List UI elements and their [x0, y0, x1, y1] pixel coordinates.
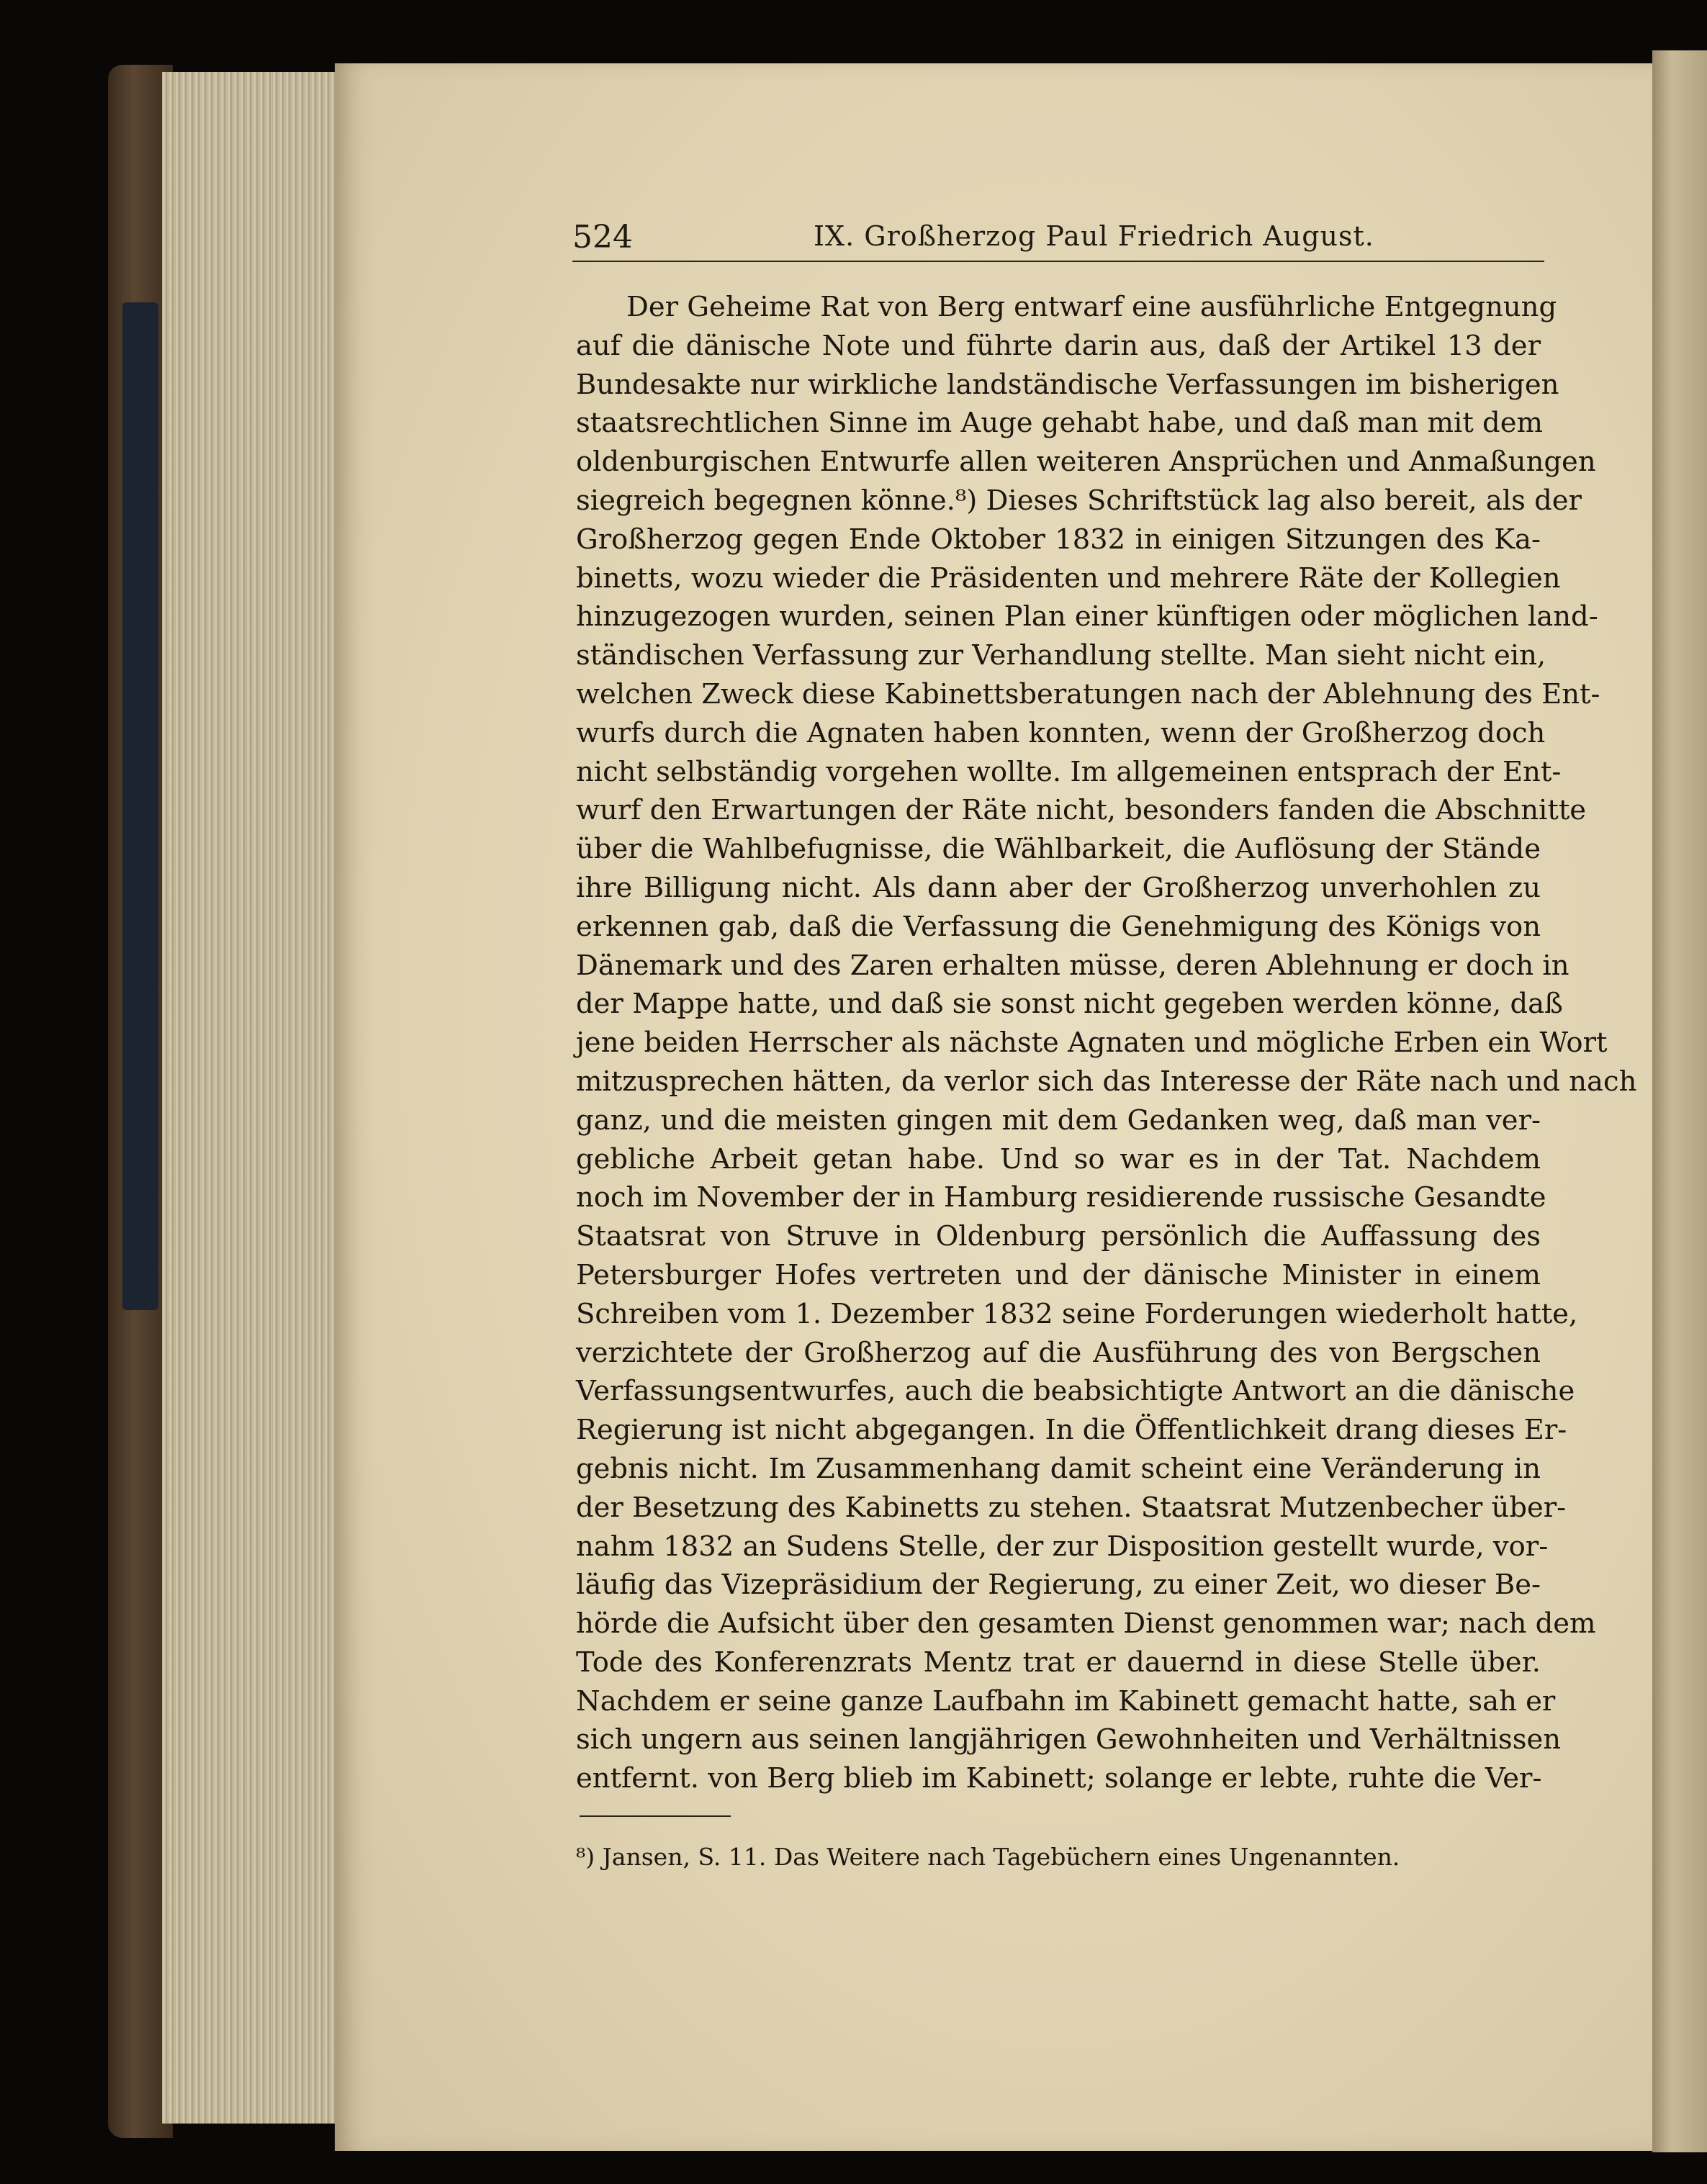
text-line: Tode des Konferenzrats Mentz trat er dauernd in diese Stelle über. — [576, 1646, 1541, 1679]
text-line: noch im November der in Hamburg residierende russische Gesandte — [576, 1181, 1546, 1214]
text-line: der Mappe hatte, und daß sie sonst nicht gegeben werden könne, daß — [576, 988, 1563, 1021]
page-edges — [162, 72, 340, 2124]
text-line: wurfs durch die Agnaten haben konnten, wenn der Großherzog doch — [576, 716, 1546, 749]
text-line: hinzugezogen wurden, seinen Plan einer künftigen oder möglichen land- — [576, 600, 1598, 633]
text-line: verzichtete der Großherzog auf die Ausführung des von Bergschen — [576, 1336, 1541, 1369]
text-line: hörde die Aufsicht über den gesamten Dienst genommen war; nach dem — [576, 1607, 1596, 1641]
text-line: Der Geheime Rat von Berg entwarf eine ausführliche Entgegnung — [626, 291, 1557, 323]
text-line: welchen Zweck diese Kabinettsberatungen nach der Ablehnung des Ent- — [576, 677, 1600, 710]
text-line: ständischen Verfassung zur Verhandlung stellte. Man sieht nicht ein, — [576, 639, 1546, 672]
footnote-rule — [580, 1815, 731, 1817]
text-line: ihre Billigung nicht. Als dann aber der Großherzog unverhohlen zu — [576, 871, 1541, 904]
text-line: Verfassungsentwurfes, auch die beabsichtigte Antwort an die dänische — [576, 1375, 1575, 1408]
text-line: gebliche Arbeit getan habe. Und so war es in der Tat. Nachdem — [576, 1142, 1541, 1176]
text-line: staatsrechtlichen Sinne im Auge gehabt habe, und daß man mit dem — [576, 407, 1543, 440]
text-line: ganz, und die meisten gingen mit dem Gedanken weg, daß man ver- — [576, 1104, 1541, 1137]
text-line: binetts, wozu wieder die Präsidenten und mehrere Räte der Kollegien — [576, 561, 1561, 595]
text-line: gebnis nicht. Im Zusammenhang damit scheint eine Veränderung in — [576, 1452, 1541, 1485]
text-line: Dänemark und des Zaren erhalten müsse, deren Ablehnung er doch in — [576, 949, 1569, 982]
text-line: läufig das Vizepräsidium der Regierung, zu einer Zeit, wo dieser Be- — [576, 1569, 1541, 1602]
text-line: Bundesakte nur wirkliche landständische Verfassungen im bisherigen — [576, 368, 1559, 401]
text-line: Großherzog gegen Ende Oktober 1832 in einigen Sitzungen des Ka- — [576, 523, 1541, 556]
footnote: ⁸) Jansen, S. 11. Das Weitere nach Tagebüchern eines Ungenannten. — [576, 1843, 1400, 1871]
text-line: nahm 1832 an Sudens Stelle, der zur Disposition gestellt wurde, vor- — [576, 1530, 1549, 1563]
text-line: erkennen gab, daß die Verfassung die Genehmigung des Königs von — [576, 910, 1541, 943]
text-line: Nachdem er seine ganze Laufbahn im Kabinett gemacht hatte, sah er — [576, 1684, 1556, 1718]
text-line: wurf den Erwartungen der Räte nicht, besonders fanden die Abschnitte — [576, 794, 1587, 827]
running-head — [572, 216, 1544, 262]
text-line: Staatsrat von Struve in Oldenburg persönlich die Auffassung des — [576, 1220, 1541, 1253]
text-line: auf die dänische Note und führte darin aus, daß der Artikel 13 der — [576, 329, 1541, 362]
text-line: oldenburgischen Entwurfe allen weiteren Ansprüchen und Anmaßungen — [576, 446, 1596, 479]
next-page-edge — [1652, 50, 1707, 2152]
text-line: der Besetzung des Kabinetts zu stehen. Staatsrat Mutzenbecher über- — [576, 1491, 1567, 1524]
page-number: 524 — [572, 219, 633, 256]
text-line: nicht selbständig vorgehen wollte. Im allgemeinen entsprach der Ent- — [576, 755, 1562, 788]
text-line: entfernt. von Berg blieb im Kabinett; solange er lebte, ruhte die Ver- — [576, 1762, 1542, 1795]
body-text — [576, 288, 1637, 1798]
text-line: Schreiben vom 1. Dezember 1832 seine Forderungen wiederholt hatte, — [576, 1297, 1578, 1330]
text-line: jene beiden Herrscher als nächste Agnaten und mögliche Erben ein Wort — [576, 1026, 1608, 1060]
text-line: Regierung ist nicht abgegangen. In die Öffentlichkeit drang dieses Er- — [576, 1414, 1567, 1447]
running-title: IX. Großherzog Paul Friedrich August. — [814, 220, 1374, 252]
text-line: über die Wahlbefugnisse, die Wählbarkeit, die Auflösung der Stände — [576, 833, 1541, 866]
text-line: mitzusprechen hätten, da verlor sich das Interesse der Räte nach und nach — [576, 1065, 1637, 1098]
text-line: siegreich begegnen könne.⁸) Dieses Schriftstück lag also bereit, als der — [576, 484, 1582, 517]
text-line: Petersburger Hofes vertreten und der dänische Minister in einem — [576, 1258, 1541, 1291]
spine-band — [122, 302, 158, 1310]
text-line: sich ungern aus seinen langjährigen Gewohnheiten und Verhältnissen — [576, 1723, 1562, 1756]
